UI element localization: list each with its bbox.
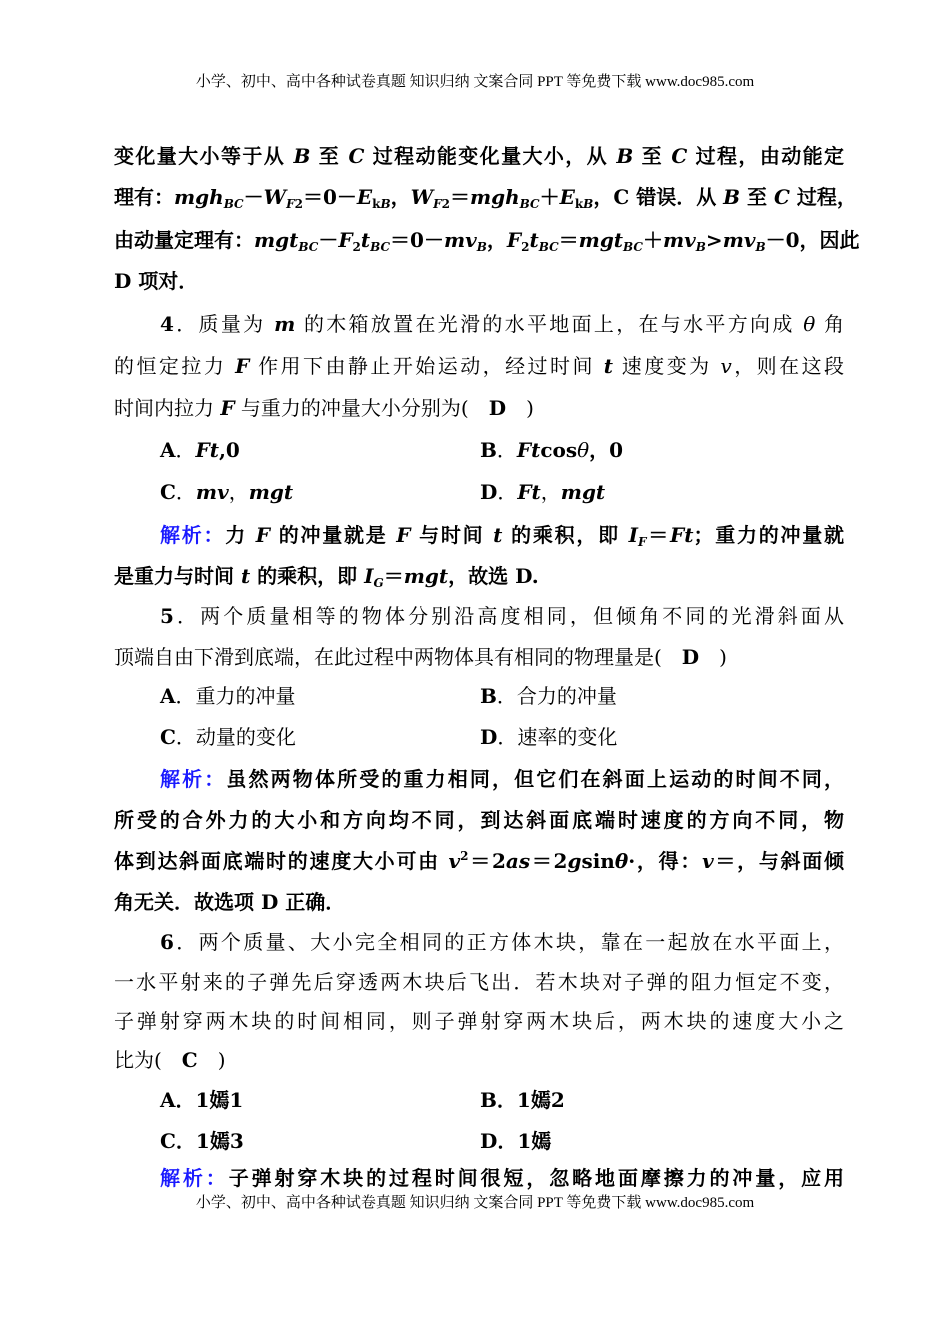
q4-option-d: D．Ft，mgt	[480, 480, 606, 504]
intro-line-3: 由动量定理有：$mgt_{BC}-F_2t_{BC}=0-mv_B$，$F_2t_{BC}=mgt_{BC}+mv_B>mv_B-0$，因此	[114, 228, 860, 254]
q4-option-c: C．mv，mgt	[160, 480, 294, 504]
q6-option-c: C．1嫣3	[160, 1129, 244, 1153]
q6-line-1: 6．两个质量、大小完全相同的正方体木块，靠在一起放在水平面上，	[160, 930, 844, 954]
q5-analysis-label: 解析：	[160, 767, 227, 791]
q6-analysis-line-1	[160, 1164, 844, 1192]
q5-analysis-line-2: 所受的合外力的大小和方向均不同，到达斜面底端时速度的方向不同，物	[114, 808, 844, 832]
q4-line-3: 时间内拉力 F 与重力的冲量大小分别为( D )	[114, 396, 534, 420]
q5-option-c: C．动量的变化	[160, 725, 296, 749]
q4-option-a: A．Ft,0	[160, 438, 240, 462]
q6-option-d: D．1嫣	[480, 1129, 552, 1153]
intro-line-4: D 项对．	[114, 269, 199, 293]
q4-line-2: 的恒定拉力 F 作用下由静止开始运动，经过时间 t 速度变为 v，则在这段	[114, 354, 845, 378]
q5-option-d: D．速率的变化	[480, 725, 618, 749]
q6-line-4: 比为( C )	[114, 1048, 226, 1072]
q4-analysis-line-1: 解析：力 F 的冲量就是 F 与时间 t 的乘积，即 $I_F=Ft$；重力的冲量就	[160, 523, 844, 549]
q5-option-a: A．重力的冲量	[160, 684, 296, 708]
q6-analysis-label: 解析：	[160, 1166, 229, 1190]
q6-line-2: 一水平射来的子弹先后穿透两木块后飞出．若木块对子弹的阻力恒定不变，	[114, 970, 844, 994]
q5-analysis-line-4: 角无关．故选项 D 正确．	[114, 890, 346, 914]
q5-analysis-line-3: 体到达斜面底端时的速度大小可由 $v^2=2as=2gsin\theta\cdot$，得：v＝，与斜面倾	[114, 849, 845, 873]
page-header: 小学、初中、高中各种试卷真题 知识归纳 文案合同 PPT 等免费下载 www.doc985.com	[195, 74, 755, 90]
q5-analysis-line-1: 解析：虽然两物体所受的重力相同，但它们在斜面上运动的时间不同，	[160, 767, 845, 791]
q6-option-a: A．1嫣1	[160, 1088, 244, 1112]
q5-option-b: B．合力的冲量	[480, 684, 617, 708]
q4-line-1: 4．质量为 m 的木箱放置在光滑的水平地面上，在与水平方向成 θ 角	[160, 312, 845, 336]
q6-option-b: B．1嫣2	[480, 1088, 565, 1112]
q4-analysis-line-2: 是重力与时间 t 的乘积，即 $I_G=mgt$，故选 D.	[114, 564, 539, 590]
page-footer: 小学、初中、高中各种试卷真题 知识归纳 文案合同 PPT 等免费下载 www.doc985.com	[195, 1195, 755, 1211]
intro-line-1: 变化量大小等于从 B 至 C 过程动能变化量大小，从 B 至 C 过程，由动能定	[114, 144, 844, 168]
q5-line-1: 5．两个质量相等的物体分别沿高度相同，但倾角不同的光滑斜面从	[160, 604, 844, 628]
intro-line-2: 理有：$mgh_{BC}-W_{F2}=0-E_{kB}$，$W_{F2}=mgh_{BC}+E_{kB}$，C 错误．从 B 至 C 过程，	[114, 185, 857, 211]
q6-line-3: 子弹射穿两木块的时间相同，则子弹射穿两木块后，两木块的速度大小之	[114, 1009, 844, 1033]
q4-analysis-label: 解析：	[160, 523, 226, 547]
q4-option-b: B．Ftcosθ，0	[480, 438, 624, 462]
q5-line-2: 顶端自由下滑到底端，在此过程中两物体具有相同的物理量是( D )	[114, 645, 727, 669]
q6-analysis-text: 子弹射穿木块的过程时间很短，忽略地面摩擦力的冲量，应用	[228, 1166, 845, 1190]
